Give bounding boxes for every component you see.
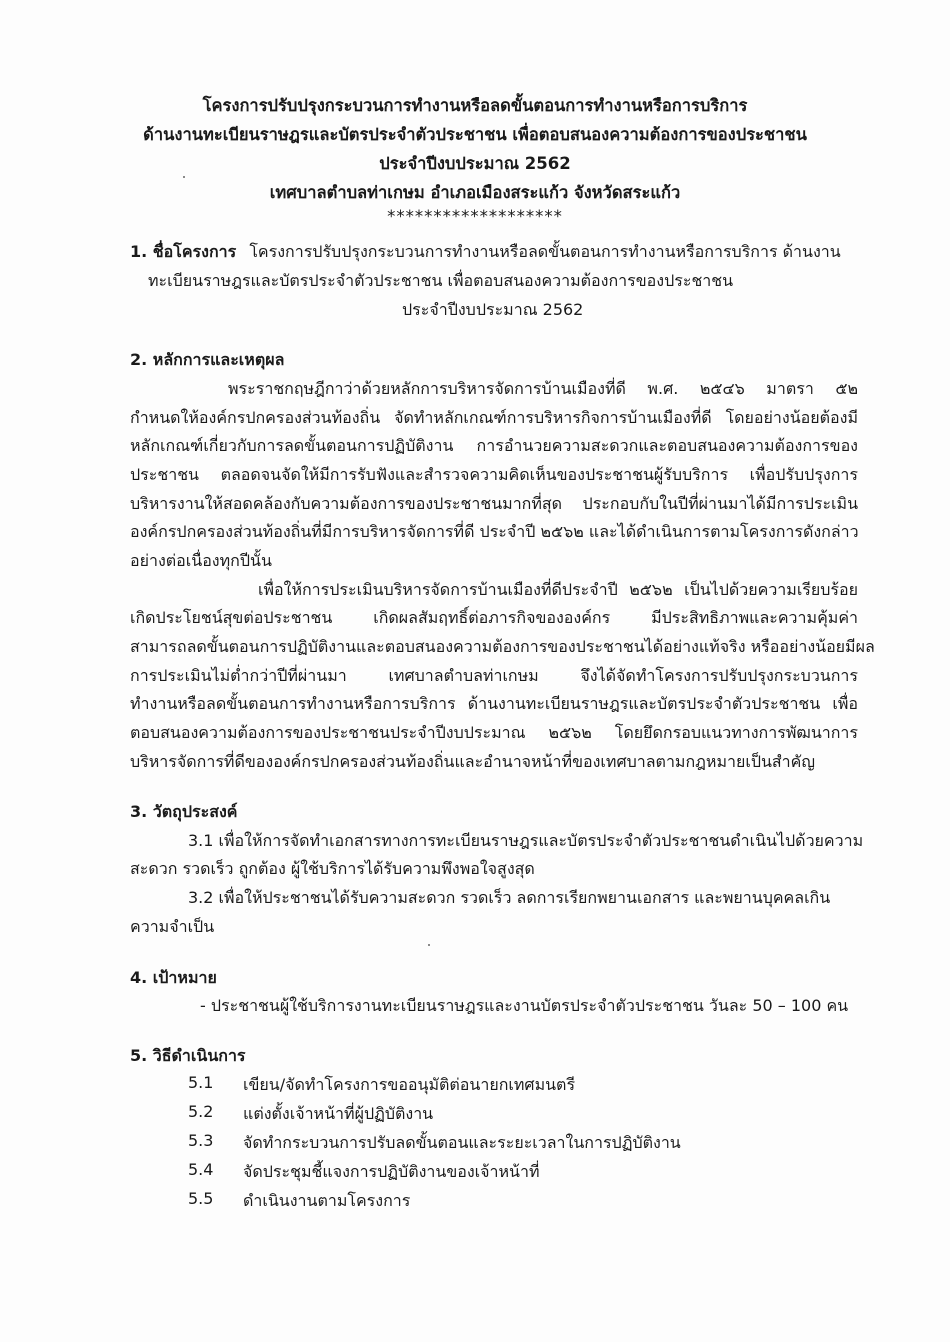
step-text: จัดประชุมชี้แจงการปฏิบัติงานของเจ้าหน้าที่ xyxy=(243,1162,540,1181)
section2-para2-line: สามารถลดขั้นตอนการปฏิบัติงานและตอบสนองความต้องการของประชาชนได้อย่างแท้จริง หรืออย่างน้อยมีผล xyxy=(130,637,875,656)
objective-3-2-line-1: 3.2 เพื่อให้ประชาชนได้รับความสะดวก รวดเร็ว ลดการเรียกพยานเอกสาร และพยานบุคคลเกิน xyxy=(188,888,831,907)
section1-title-text: โครงการปรับปรุงกระบวนการทำงานหรือลดขั้นตอนการทำงานหรือการบริการ ด้านงาน xyxy=(249,242,841,261)
section2-para2-line: บริหารจัดการที่ดีขององค์กรปกครองส่วนท้องถิ่นและอำนาจหน้าที่ของเทศบาลตามกฎหมายเป็นสำคัญ xyxy=(130,752,815,771)
section1-heading: 1. ชื่อโครงการ xyxy=(130,242,237,261)
step-number: 5.3 xyxy=(188,1131,214,1150)
section2-para1-line: บริหารงานให้สอดคล้องกับความต้องการของประชาชนมากที่สุด ประกอบกับในปีที่ผ่านมาได้มีการประเมิน xyxy=(130,494,858,513)
section2-para2-line: การประเมินไม่ต่ำกว่าปีที่ผ่านมา เทศบาลตำบลท่าเกษม จึงได้จัดทำโครงการปรับปรุงกระบวนการ xyxy=(130,666,858,685)
title-line-4: เทศบาลตำบลท่าเกษม อำเภอเมืองสระแก้ว จังหวัดสระแก้ว xyxy=(269,183,681,202)
section2-heading: 2. หลักการและเหตุผล xyxy=(130,350,285,369)
section2-para2-line: เพื่อให้การประเมินบริหารจัดการบ้านเมืองที่ดีประจำปี ๒๕๖๒ เป็นไปด้วยความเรียบร้อย xyxy=(258,580,858,599)
step-number: 5.4 xyxy=(188,1160,214,1179)
section2-para1-line: กำหนดให้องค์กรปกครองส่วนท้องถิ่น จัดทำหลักเกณฑ์การบริหารกิจการบ้านเมืองที่ดี โดยอย่างน้อยต้องมี xyxy=(130,408,858,427)
section2-para1-line: หลักเกณฑ์เกี่ยวกับการลดขั้นตอนการปฏิบัติงาน การอำนวยความสะดวกและตอบสนองความต้องการของ xyxy=(130,436,858,455)
section2-para2-line: ทำงานหรือลดขั้นตอนการทำงานหรือการบริการ ด้านงานทะเบียนราษฎรและบัตรประจำตัวประชาชน เพื่อ xyxy=(130,694,858,713)
section5-heading: 5. วิธีดำเนินการ xyxy=(130,1046,246,1065)
step-number: 5.2 xyxy=(188,1102,214,1121)
title-line-2: ด้านงานทะเบียนราษฎรและบัตรประจำตัวประชาชน เพื่อตอบสนองความต้องการของประชาชน xyxy=(143,125,807,144)
step-text: เขียน/จัดทำโครงการขออนุมัติต่อนายกเทศมนตรี xyxy=(243,1075,576,1094)
section2-para2-line: ตอบสนองความต้องการของประชาชนประจำปีงบประมาณ ๒๕๖๒ โดยยึดกรอบแนวทางการพัฒนาการ xyxy=(130,723,858,742)
section2-para1-line: อย่างต่อเนื่องทุกปีนั้น xyxy=(130,551,272,570)
section1-line-3: ประจำปีงบประมาณ 2562 xyxy=(402,300,584,319)
objective-3-1-line-2: สะดวก รวดเร็ว ถูกต้อง ผู้ใช้บริการได้รับความพึงพอใจสูงสุด xyxy=(130,859,535,878)
objective-3-1-line-1: 3.1 เพื่อให้การจัดทำเอกสารทางการทะเบียนราษฎรและบัตรประจำตัวประชาชนดำเนินไปด้วยความ xyxy=(188,831,864,850)
target-item: - ประชาชนผู้ใช้บริการงานทะเบียนราษฎรและงานบัตรประจำตัวประชาชน วันละ 50 – 100 คน xyxy=(200,996,849,1015)
title-line-3: ประจำปีงบประมาณ 2562 xyxy=(379,154,571,173)
scan-speck xyxy=(428,944,430,946)
step-text: แต่งตั้งเจ้าหน้าที่ผู้ปฏิบัติงาน xyxy=(243,1104,434,1123)
step-text: ดำเนินงานตามโครงการ xyxy=(243,1191,411,1210)
section2-para1-line: ประชาชน ตลอดจนจัดให้มีการรับฟังและสำรวจความคิดเห็นของประชาชนผู้รับบริการ เพื่อปรับปรุงการ xyxy=(130,465,858,484)
step-number: 5.1 xyxy=(188,1073,214,1092)
section3-heading: 3. วัตถุประสงค์ xyxy=(130,802,238,821)
objective-3-2-line-2: ความจำเป็น xyxy=(130,917,215,936)
step-text: จัดทำกระบวนการปรับลดขั้นตอนและระยะเวลาในการปฏิบัติงาน xyxy=(243,1133,681,1152)
section2-para2-line: เกิดประโยชน์สุขต่อประชาชน เกิดผลสัมฤทธิ์ต่อภารกิจขององค์กร มีประสิทธิภาพและความคุ้มค่า xyxy=(130,608,858,627)
title-separator: ******************* xyxy=(387,207,563,226)
section4-heading: 4. เป้าหมาย xyxy=(130,968,217,987)
step-number: 5.5 xyxy=(188,1189,214,1208)
section1-line-1 xyxy=(130,240,841,265)
section1-line-2: ทะเบียนราษฎรและบัตรประจำตัวประชาชน เพื่อตอบสนองความต้องการของประชาชน xyxy=(148,271,734,290)
section2-para1-line: พระราชกฤษฎีกาว่าด้วยหลักการบริหารจัดการบ้านเมืองที่ดี พ.ศ. ๒๕๔๖ มาตรา ๕๒ xyxy=(228,379,858,398)
section2-para1-line: องค์กรปกครองส่วนท้องถิ่นที่มีการบริหารจัดการที่ดี ประจำปี ๒๕๖๒ และได้ดำเนินการตามโครงการดังกล่าว xyxy=(130,522,859,541)
title-line-1: โครงการปรับปรุงกระบวนการทำงานหรือลดขั้นตอนการทำงานหรือการบริการ xyxy=(202,96,748,115)
scan-speck xyxy=(183,176,185,178)
